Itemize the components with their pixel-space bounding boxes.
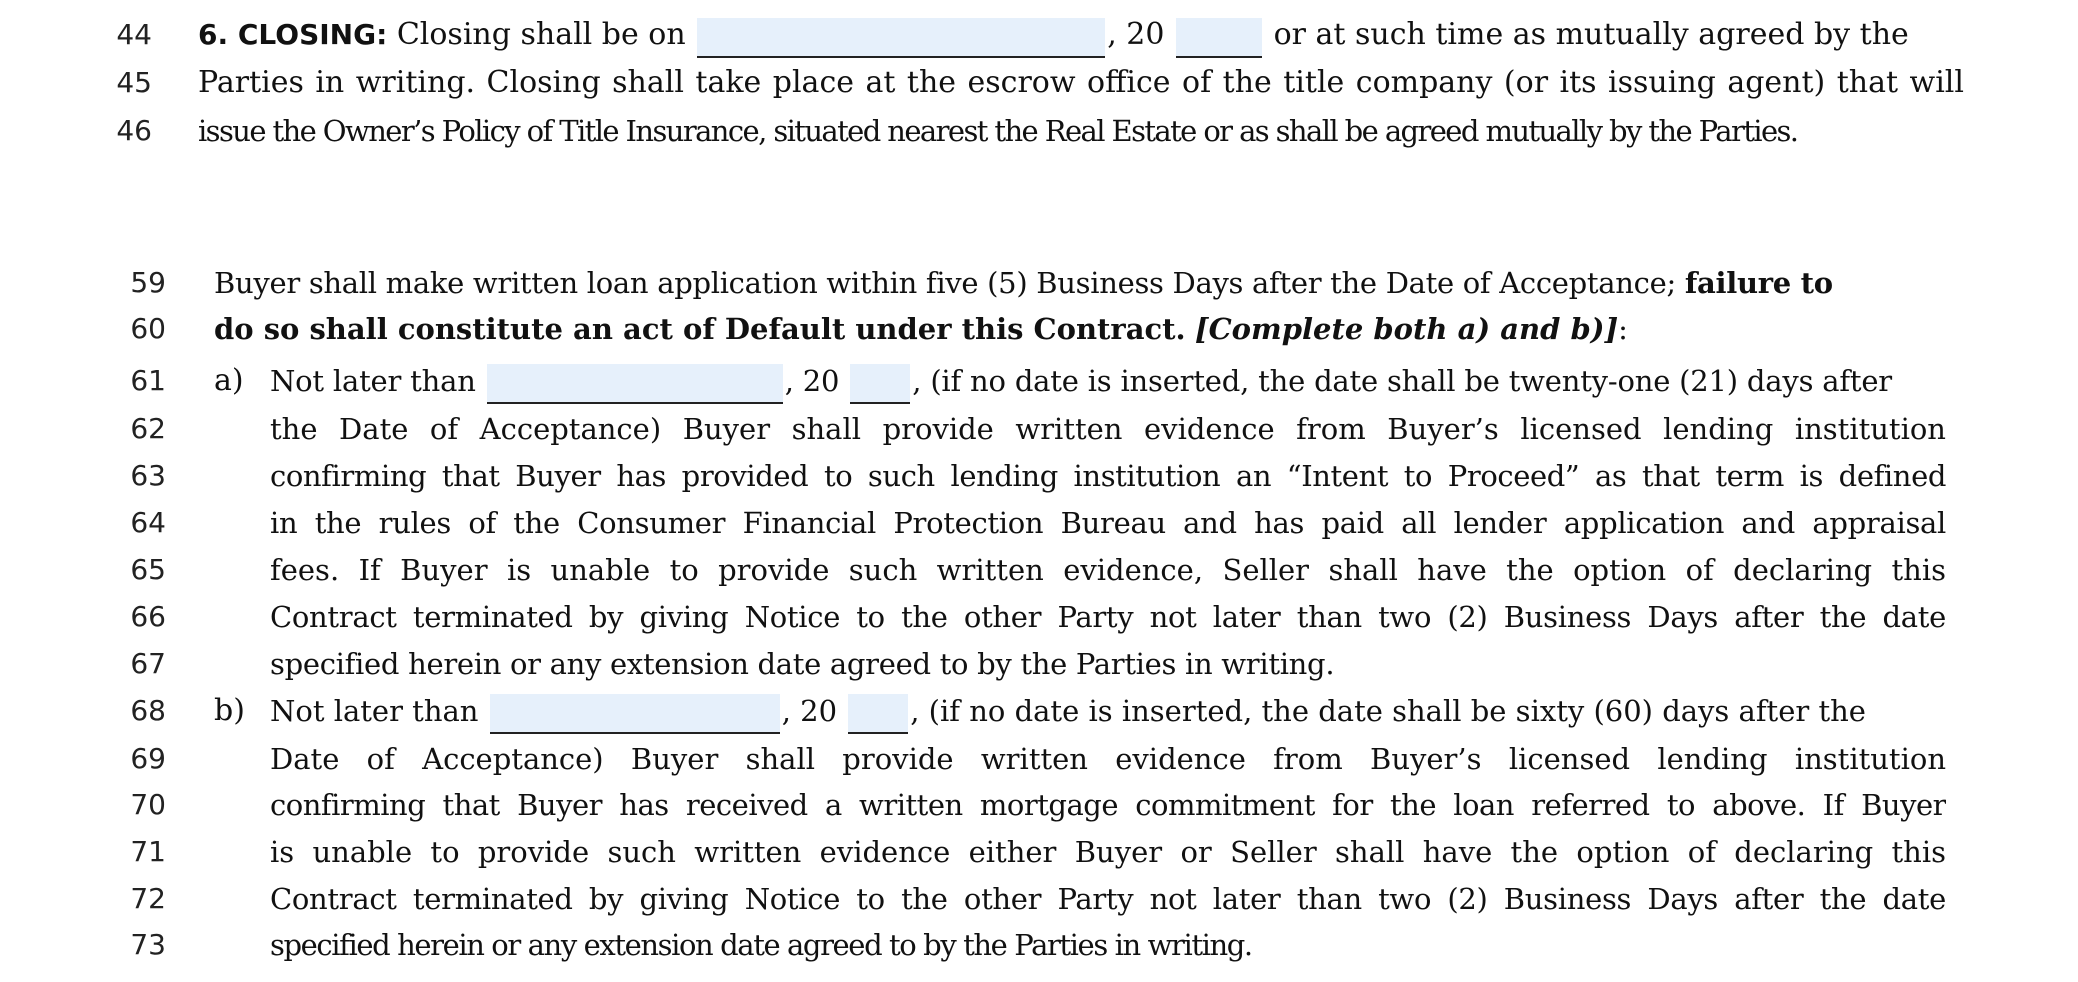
line-72 bbox=[0, 876, 2078, 922]
text-fragment: or at such time as mutually agreed by the bbox=[1273, 17, 1909, 52]
line-text: specified herein or any extension date agreed to by the Parties in writing. bbox=[270, 928, 1252, 962]
line-number: 46 bbox=[116, 114, 152, 147]
line-number: 72 bbox=[130, 882, 166, 915]
line-text: is unable to provide such written evidence either Buyer or Seller shall have the option of declaring this bbox=[270, 835, 1946, 869]
line-text: Contract terminated by giving Notice to the other Party not later than two (2) Business Days after the date bbox=[270, 600, 1946, 634]
line-number: 45 bbox=[116, 66, 152, 99]
text-fragment: Not later than bbox=[270, 364, 476, 398]
line-68 bbox=[0, 688, 2078, 734]
line-text bbox=[214, 260, 1946, 306]
loan-commitment-date-field[interactable] bbox=[490, 694, 780, 734]
loan-application-date-field[interactable] bbox=[487, 364, 783, 404]
line-73 bbox=[0, 922, 2078, 968]
text-fragment: , 20 bbox=[781, 694, 838, 728]
line-number: 68 bbox=[130, 694, 166, 727]
line-46 bbox=[0, 108, 2078, 154]
line-60 bbox=[0, 306, 2078, 352]
bold-italic-text: [Complete both a) and b)] bbox=[1194, 312, 1619, 346]
line-text bbox=[270, 358, 1892, 404]
list-marker-a: a) bbox=[214, 363, 244, 398]
text-fragment: : bbox=[1618, 312, 1628, 346]
closing-date-field[interactable] bbox=[697, 18, 1105, 58]
line-number: 67 bbox=[130, 647, 166, 680]
line-66 bbox=[0, 594, 2078, 640]
line-number: 64 bbox=[130, 506, 166, 539]
line-number: 65 bbox=[130, 553, 166, 586]
closing-year-field[interactable] bbox=[1176, 18, 1262, 58]
line-number: 66 bbox=[130, 600, 166, 633]
text-fragment: Buyer shall make written loan application within five (5) Business Days after the Date of Acceptance; bbox=[214, 266, 1676, 300]
line-text bbox=[270, 688, 1866, 734]
line-62 bbox=[0, 406, 2078, 452]
line-64 bbox=[0, 500, 2078, 546]
line-text bbox=[214, 306, 1628, 352]
loan-commitment-year-field[interactable] bbox=[848, 694, 908, 734]
section-heading: 6. CLOSING: bbox=[198, 18, 388, 51]
line-text: confirming that Buyer has received a written mortgage commitment for the loan referred to above. If Buyer bbox=[270, 788, 1946, 822]
line-number: 62 bbox=[130, 412, 166, 445]
line-text: Date of Acceptance) Buyer shall provide written evidence from Buyer’s licensed lending institution bbox=[270, 742, 1946, 776]
line-number: 59 bbox=[130, 266, 166, 299]
line-70 bbox=[0, 782, 2078, 828]
text-fragment: Not later than bbox=[270, 694, 479, 728]
line-text: in the rules of the Consumer Financial Protection Bureau and has paid all lender application and appraisal bbox=[270, 506, 1946, 540]
line-number: 63 bbox=[130, 459, 166, 492]
line-44 bbox=[0, 12, 2078, 58]
text-fragment: , 20 bbox=[1107, 17, 1165, 52]
line-59 bbox=[0, 260, 2078, 306]
text-fragment: , (if no date is inserted, the date shall be sixty (60) days after the bbox=[910, 694, 1866, 728]
line-text: specified herein or any extension date agreed to by the Parties in writing. bbox=[270, 647, 1335, 681]
line-number: 69 bbox=[130, 742, 166, 775]
line-number: 71 bbox=[130, 835, 166, 868]
line-number: 73 bbox=[130, 928, 166, 961]
line-45 bbox=[0, 60, 2078, 106]
line-number: 61 bbox=[130, 364, 166, 397]
line-61 bbox=[0, 358, 2078, 404]
line-71 bbox=[0, 829, 2078, 875]
bold-text: failure to bbox=[1684, 266, 1833, 300]
line-number: 44 bbox=[116, 18, 152, 51]
line-text: Parties in writing. Closing shall take place at the escrow office of the title company (or its issuing agent) that will bbox=[198, 65, 1964, 100]
line-63 bbox=[0, 453, 2078, 499]
line-65 bbox=[0, 547, 2078, 593]
line-text: issue the Owner’s Policy of Title Insurance, situated nearest the Real Estate or as shall be agreed mutually by the Parties. bbox=[198, 114, 1798, 148]
line-67 bbox=[0, 641, 2078, 687]
list-marker-b: b) bbox=[214, 693, 245, 728]
bold-text: do so shall constitute an act of Default under this Contract. bbox=[214, 312, 1186, 346]
text-fragment: Closing shall be on bbox=[396, 17, 686, 52]
text-fragment: , 20 bbox=[784, 364, 840, 398]
line-text: confirming that Buyer has provided to such lending institution an “Intent to Proceed” as that term is defined bbox=[270, 459, 1946, 493]
line-text: Contract terminated by giving Notice to the other Party not later than two (2) Business Days after the date bbox=[270, 882, 1946, 916]
line-number: 70 bbox=[130, 788, 166, 821]
loan-application-year-field[interactable] bbox=[850, 364, 910, 404]
line-number: 60 bbox=[130, 312, 166, 345]
text-fragment: , (if no date is inserted, the date shall be twenty-one (21) days after bbox=[912, 364, 1892, 398]
line-text bbox=[198, 12, 1909, 58]
line-text: the Date of Acceptance) Buyer shall provide written evidence from Buyer’s licensed lending institution bbox=[270, 412, 1946, 446]
line-text: fees. If Buyer is unable to provide such written evidence, Seller shall have the option of declaring this bbox=[270, 553, 1946, 587]
line-69 bbox=[0, 736, 2078, 782]
